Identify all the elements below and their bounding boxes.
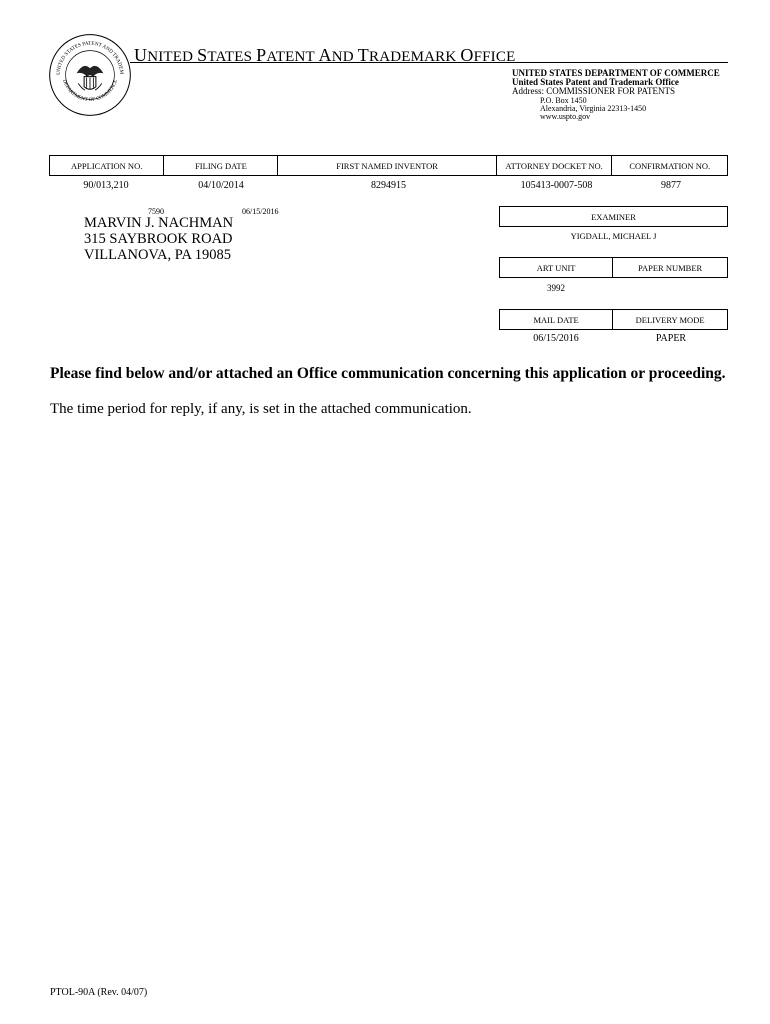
delivery-mode-label: DELIVERY MODE [613, 310, 728, 330]
uspto-seal-icon [48, 33, 132, 117]
po-box: P.O. Box 1450 [540, 96, 587, 105]
website: www.uspto.gov [540, 112, 591, 121]
delivery-mode: PAPER [655, 333, 687, 344]
reply-period-text: The time period for reply, if any, is set in the attached communication. [50, 401, 472, 417]
office-communication-notice: Please find below and/or attached an Office communication concerning this application or proceeding. [50, 365, 726, 382]
filing-date: 04/10/2014 [198, 180, 244, 191]
application-info-table [49, 155, 728, 176]
office-title: UNITED STATES PATENT AND TRADEMARK OFFICE [134, 45, 516, 65]
correspondence-date: 06/15/2016 [242, 207, 279, 216]
office-name: United States Patent and Trademark Office [512, 77, 679, 87]
seal-text-bottom: DEPARTMENT OF COMMERCE [61, 78, 119, 104]
art-unit-label: ART UNIT [500, 258, 613, 278]
addressee-street: 315 SAYBROOK ROAD [84, 231, 233, 247]
header-divider [130, 62, 728, 63]
addressee-city: VILLANOVA, PA 19085 [84, 247, 232, 263]
header-filing-date: FILING DATE [164, 156, 278, 176]
address-label: Address: [512, 86, 544, 96]
city-state: Alexandria, Virginia 22313-1450 [540, 104, 647, 113]
art-unit-table [499, 257, 728, 278]
address-name: COMMISSIONER FOR PATENTS [546, 86, 675, 96]
header-confirmation-no: CONFIRMATION NO. [612, 156, 728, 176]
mail-table [499, 309, 728, 330]
mailing-address [84, 215, 233, 263]
header-first-named-inventor: FIRST NAMED INVENTOR [278, 156, 496, 176]
header-application-no: APPLICATION NO. [50, 156, 164, 176]
application-no: 90/013,210 [83, 180, 129, 191]
attorney-docket-no: 105413-0007-508 [520, 180, 593, 191]
form-identifier: PTOL-90A (Rev. 04/07) [50, 987, 148, 998]
examiner-table [499, 206, 728, 227]
mail-date-label: MAIL DATE [500, 310, 613, 330]
first-named-inventor: 8294915 [371, 180, 406, 191]
paper-number-label: PAPER NUMBER [613, 258, 728, 278]
addressee-name: MARVIN J. NACHMAN [84, 215, 234, 231]
customer-number: 7590 [148, 207, 164, 216]
examiner-label: EXAMINER [500, 207, 728, 227]
address-line [512, 87, 675, 96]
seal-text-top: UNITED STATES PATENT AND TRADEM [55, 40, 125, 76]
header-attorney-docket-no: ATTORNEY DOCKET NO. [496, 156, 612, 176]
confirmation-no: 9877 [661, 180, 681, 191]
examiner-name: YIGDALL, MICHAEL J [570, 231, 657, 241]
art-unit-value: 3992 [547, 283, 565, 293]
department-name: UNITED STATES DEPARTMENT OF COMMERCE [512, 68, 720, 78]
mail-date: 06/15/2016 [533, 333, 579, 344]
